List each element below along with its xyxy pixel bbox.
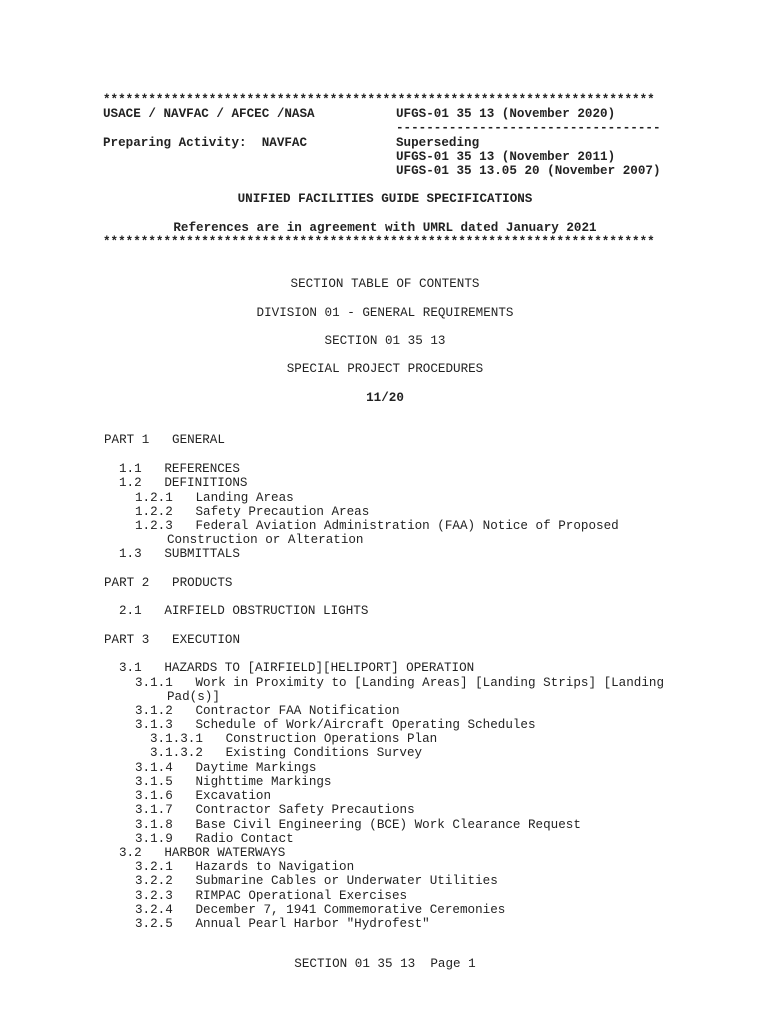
toc-entry: 3.1.3 Schedule of Work/Aircraft Operating Schedules <box>135 718 536 732</box>
toc-entry: 3.2.3 RIMPAC Operational Exercises <box>135 889 408 903</box>
section-number: SECTION 01 35 13 <box>324 334 446 348</box>
part-2-heading: PART 2 PRODUCTS <box>104 576 233 590</box>
toc-entry: 3.1.5 Nighttime Markings <box>135 775 332 789</box>
superseding-label: Superseding <box>396 136 480 150</box>
preparing-activity: Preparing Activity: NAVFAC <box>103 136 308 150</box>
toc-entry: 1.2.2 Safety Precaution Areas <box>135 505 370 519</box>
section-title: SPECIAL PROJECT PROCEDURES <box>286 362 484 376</box>
toc-entry: 3.1.2 Contractor FAA Notification <box>135 704 400 718</box>
toc-entry: 3.1.1 Work in Proximity to [Landing Areas] [Landing Strips] [Landing <box>135 676 665 690</box>
toc-entry: 3.1.3.1 Construction Operations Plan <box>150 732 438 746</box>
toc-entry: 2.1 AIRFIELD OBSTRUCTION LIGHTS <box>119 604 369 618</box>
references-note: References are in agreement with UMRL dated January 2021 <box>173 221 597 235</box>
toc-entry: 3.2 HARBOR WATERWAYS <box>119 846 286 860</box>
toc-entry: 3.1.9 Radio Contact <box>135 832 294 846</box>
toc-entry: 1.3 SUBMITTALS <box>119 547 240 561</box>
superseded-spec-1: UFGS-01 35 13 (November 2011) <box>396 150 616 164</box>
page-footer: SECTION 01 35 13 Page 1 <box>294 957 476 971</box>
superseded-spec-2: UFGS-01 35 13.05 20 (November 2007) <box>396 164 661 178</box>
toc-entry: 3.2.2 Submarine Cables or Underwater Utilities <box>135 874 498 888</box>
document-title: UNIFIED FACILITIES GUIDE SPECIFICATIONS <box>237 192 533 206</box>
asterisk-rule-top: ************************************************************************* <box>103 93 655 107</box>
toc-entry: 1.1 REFERENCES <box>119 462 240 476</box>
ufgs-current: UFGS-01 35 13 (November 2020) <box>396 107 616 121</box>
toc-entry-continuation: Construction or Alteration <box>167 533 364 547</box>
toc-entry: 3.1.7 Contractor Safety Precautions <box>135 803 415 817</box>
toc-entry-continuation: Pad(s)] <box>167 690 220 704</box>
division-heading: DIVISION 01 - GENERAL REQUIREMENTS <box>256 306 514 320</box>
toc-entry: 1.2 DEFINITIONS <box>119 476 248 490</box>
dash-rule: ----------------------------------- <box>396 121 661 135</box>
toc-entry: 3.2.5 Annual Pearl Harbor "Hydrofest" <box>135 917 430 931</box>
toc-entry: 3.2.4 December 7, 1941 Commemorative Ceremonies <box>135 903 506 917</box>
part-3-heading: PART 3 EXECUTION <box>104 633 241 647</box>
section-date: 11/20 <box>366 391 404 405</box>
toc-entry: 3.1.4 Daytime Markings <box>135 761 317 775</box>
toc-entry: 3.1.6 Excavation <box>135 789 272 803</box>
toc-entry: 3.1.3.2 Existing Conditions Survey <box>150 746 423 760</box>
toc-entry: 3.2.1 Hazards to Navigation <box>135 860 355 874</box>
agencies-label: USACE / NAVFAC / AFCEC /NASA <box>103 107 315 121</box>
toc-entry: 3.1.8 Base Civil Engineering (BCE) Work Clearance Request <box>135 818 581 832</box>
toc-entry: 1.2.3 Federal Aviation Administration (FAA) Notice of Proposed <box>135 519 619 533</box>
toc-entry: 1.2.1 Landing Areas <box>135 491 294 505</box>
asterisk-rule-bottom: ************************************************************************* <box>103 235 655 249</box>
toc-entry: 3.1 HAZARDS TO [AIRFIELD][HELIPORT] OPERATION <box>119 661 475 675</box>
part-1-heading: PART 1 GENERAL <box>104 433 225 447</box>
toc-heading: SECTION TABLE OF CONTENTS <box>290 277 480 291</box>
